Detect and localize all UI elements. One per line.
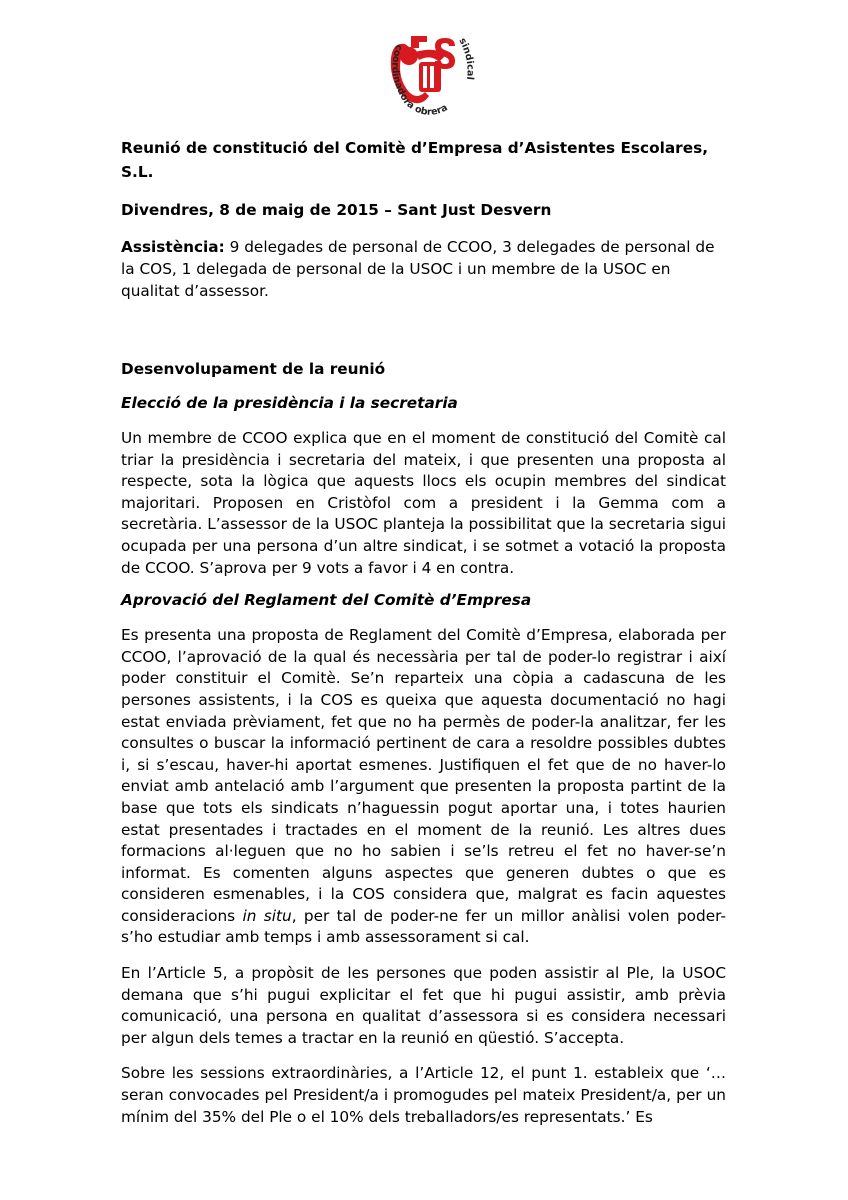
paragraph-regulation-1-part1: Es presenta una proposta de Reglament del Comitè d’Empresa, elaborada per CCOO, l’aprovació de la qual és necessària per tal de poder-lo registrar i així poder constituir el Comitè. Se’n reparteix una còpia a cadascuna de les persones assistents, i la COS es queixa que aquesta documentació no hagi estat enviada prèviament, fet que no ha permès de poder-la analitzar, fer les consultes o buscar la informació pertinent de cara a resoldre possibles dubtes i, si s’escau, haver-hi aportat esmenes. Justifiquen el fet que de no haver-lo enviat amb antelació amb l’argument que presenten la proposta partint de la base que tots els sindicats n’haguessin pogut aportar una, i totes haurien estat presentades i tractades en el moment de la reunió. Les altres dues formacions al·leguen que no ho sabien i se’ls retreu el fet no haver-se’n informat. Es comenten alguns aspectes que generen dubtes o que es consideren esmenables, i la COS considera que, malgrat es facin aquestes consideracions xyxy=(121,626,726,925)
logo-text-right: sindical xyxy=(456,36,476,81)
section-heading: Desenvolupament de la reunió xyxy=(121,360,386,378)
attendance-label: Assistència: xyxy=(121,238,225,256)
paragraph-election: Un membre de CCOO explica que en el moment de constitució del Comitè cal triar la presidència i secretaria del mateix, i que presenten una proposta al respecte, sota la lògica que aquests llocs els ocupin membres del sindicat majoritari. Proposen en Cristòfol com a president i la Gemma com a secretària. L’assessor de la USOC planteja la possibilitat que la secretaria sigui ocupada per una persona d’un altre sindicat, i se sotmet a votació la proposta de CCOO. S’aprova per 9 vots a favor i 4 en contra. xyxy=(121,429,726,577)
paragraph-article-5: En l’Article 5, a propòsit de les persones que poden assistir al Ple, la USOC demana que s’hi pugui explicitar el fet que hi pugui assistir, amb prèvia comunicació, una persona en qualitat d’assessora si es considera necessari per algun dels temes a tractar en la reunió en qüestió. S’accepta. xyxy=(121,964,726,1047)
cos-logo xyxy=(375,34,487,120)
paragraph-regulation-1 xyxy=(121,625,726,949)
paragraph-regulation-1-italic: in situ xyxy=(242,906,292,925)
document-title: Reunió de constitució del Comitè d’Empresa d’Asistentes Escolares, S.L. xyxy=(121,139,709,181)
subsection-heading-election: Elecció de la presidència i la secretaria xyxy=(121,394,458,412)
meeting-date-location: Divendres, 8 de maig de 2015 – Sant Just Desvern xyxy=(121,201,552,219)
logo-text-left: coordinadora obrera xyxy=(389,43,450,118)
document-body xyxy=(121,136,726,1128)
attendance xyxy=(121,236,726,302)
paragraph-article-12: Sobre les sessions extraordinàries, a l’Article 12, el punt 1. estableix que ‘…seran convocades pel President/a i promogudes pel mateix President/a, per un mínim del 35% del Ple o el 10% dels treballadors/es representats.’ Es xyxy=(121,1064,726,1126)
paragraph-regulation-1-part2: , per tal de poder-ne fer un millor anàlisi volen poder-s’ho estudiar amb temps i amb assessorament si cal. xyxy=(121,906,726,947)
attendance-text: 9 delegades de personal de CCOO, 3 delegades de personal de la COS, 1 delegada de personal de la USOC i un membre de la USOC en qualitat d’assessor. xyxy=(121,238,715,300)
subsection-heading-regulation: Aprovació del Reglament del Comitè d’Empresa xyxy=(121,591,532,610)
